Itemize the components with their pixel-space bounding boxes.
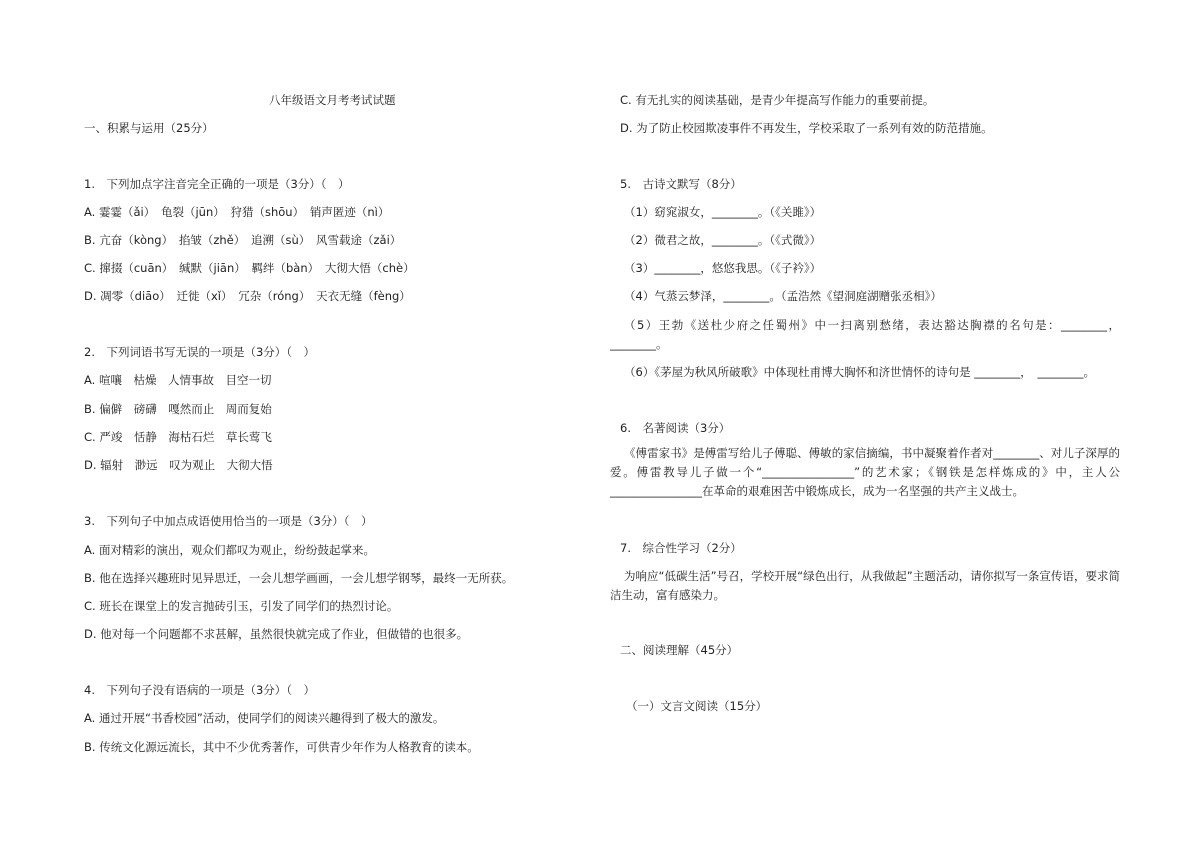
recitation-line: （1）窈窕淑女，________。（《关雎》） — [624, 205, 822, 219]
reading-passage: 《傅雷家书》是傅雷写给儿子傅聪、傅敏的家信摘编，书中凝聚着作者对________、对儿子深厚的爱。傅雷教导儿子做一个“________________”的艺术家；《钢铁是怎样炼成的》中，主人公________________在革命的艰难困苦中锻炼成长，成为一名坚强的共产主义战士。 — [610, 446, 1120, 498]
question-stem: 7. 综合性学习（2分） — [620, 541, 742, 555]
option-d: D. 凋零（diāo） 迁徙（xǐ） 冗杂（róng） 天衣无缝（fèng） — [84, 289, 411, 303]
section-heading: 一、积累与运用（25分） — [84, 121, 214, 135]
recitation-line: （5）王勃《送杜少府之任蜀州》中一扫离别愁绪，表达豁达胸襟的名句是：________，________。 — [610, 318, 1120, 351]
question-stem: 1. 下列加点字注音完全正确的一项是（3分）（ ） — [84, 177, 350, 191]
option-b: B. 亢奋（kòng） 掐皱（zhě） 追溯（sù） 风雪载途（zǎi） — [84, 233, 402, 247]
left-column — [84, 0, 584, 849]
option-d: D. 他对每一个问题都不求甚解，虽然很快就完成了作业，但做错的也很多。 — [84, 627, 469, 641]
recitation-line: （6）《茅屋为秋风所破歌》中体现杜甫博大胸怀和济世情怀的诗句是 ________， ________。 — [624, 365, 1095, 379]
option-a: A. 面对精彩的演出，观众们都叹为观止，纷纷鼓起掌来。 — [84, 543, 375, 557]
option-a: A. 喧嚷 枯燥 人情事故 目空一切 — [84, 373, 272, 387]
option-c: C. 严竣 恬静 海枯石烂 草长莺飞 — [84, 430, 272, 444]
question-stem: 2. 下列词语书写无误的一项是（3分）（ ） — [84, 345, 316, 359]
recitation-line: （3）________，悠悠我思。（《子衿》） — [624, 261, 822, 275]
right-column — [610, 0, 1130, 849]
option-d: D. 为了防止校园欺凌事件不再发生，学校采取了一系列有效的防范措施。 — [620, 121, 993, 135]
option-d: D. 辐射 渺远 叹为观止 大彻大悟 — [84, 458, 273, 472]
question-stem: 4. 下列句子没有语病的一项是（3分）（ ） — [84, 683, 316, 697]
option-b: B. 偏僻 磅礴 嘎然而止 周而复始 — [84, 402, 272, 416]
question-stem: 5. 古诗文默写（8分） — [620, 177, 742, 191]
question-stem: 3. 下列句子中加点成语使用恰当的一项是（3分）（ ） — [84, 514, 373, 528]
option-b: B. 他在选择兴趣班时见异思迁，一会儿想学画画，一会儿想学钢琴，最终一无所获。 — [84, 571, 514, 585]
recitation-line: （2）微君之故，________。（《式微》） — [624, 233, 822, 247]
option-c: C. 撺掇（cuān） 缄默（jiān） 羁绊（bàn） 大彻大悟（chè） — [84, 261, 415, 275]
page-title: 八年级语文月考考试试题 — [269, 93, 396, 107]
recitation-line: （4）气蒸云梦泽，________。（孟浩然《望洞庭湖赠张丞相》） — [624, 289, 942, 303]
option-c: C. 班长在课堂上的发言抛砖引玉，引发了同学们的热烈讨论。 — [84, 599, 399, 613]
task-description: 为响应“低碳生活”号召，学校开展“绿色出行，从我做起”主题活动，请你拟写一条宣传语，要求简洁生动，富有感染力。 — [610, 569, 1120, 602]
question-stem: 6. 名著阅读（3分） — [620, 421, 731, 435]
option-b: B. 传统文化源远流长，其中不少优秀著作，可供青少年作为人格教育的读本。 — [84, 740, 479, 754]
option-c: C. 有无扎实的阅读基础，是青少年提高写作能力的重要前提。 — [620, 93, 935, 107]
section-heading: 二、阅读理解（45分） — [620, 643, 739, 657]
subsection-heading: （一）文言文阅读（15分） — [626, 699, 768, 713]
option-a: A. 霎霎（ǎi） 龟裂（jūn） 狩猎（shōu） 销声匿迹（nì） — [84, 205, 390, 219]
option-a: A. 通过开展“书香校园”活动，使同学们的阅读兴趣得到了极大的激发。 — [84, 711, 445, 725]
